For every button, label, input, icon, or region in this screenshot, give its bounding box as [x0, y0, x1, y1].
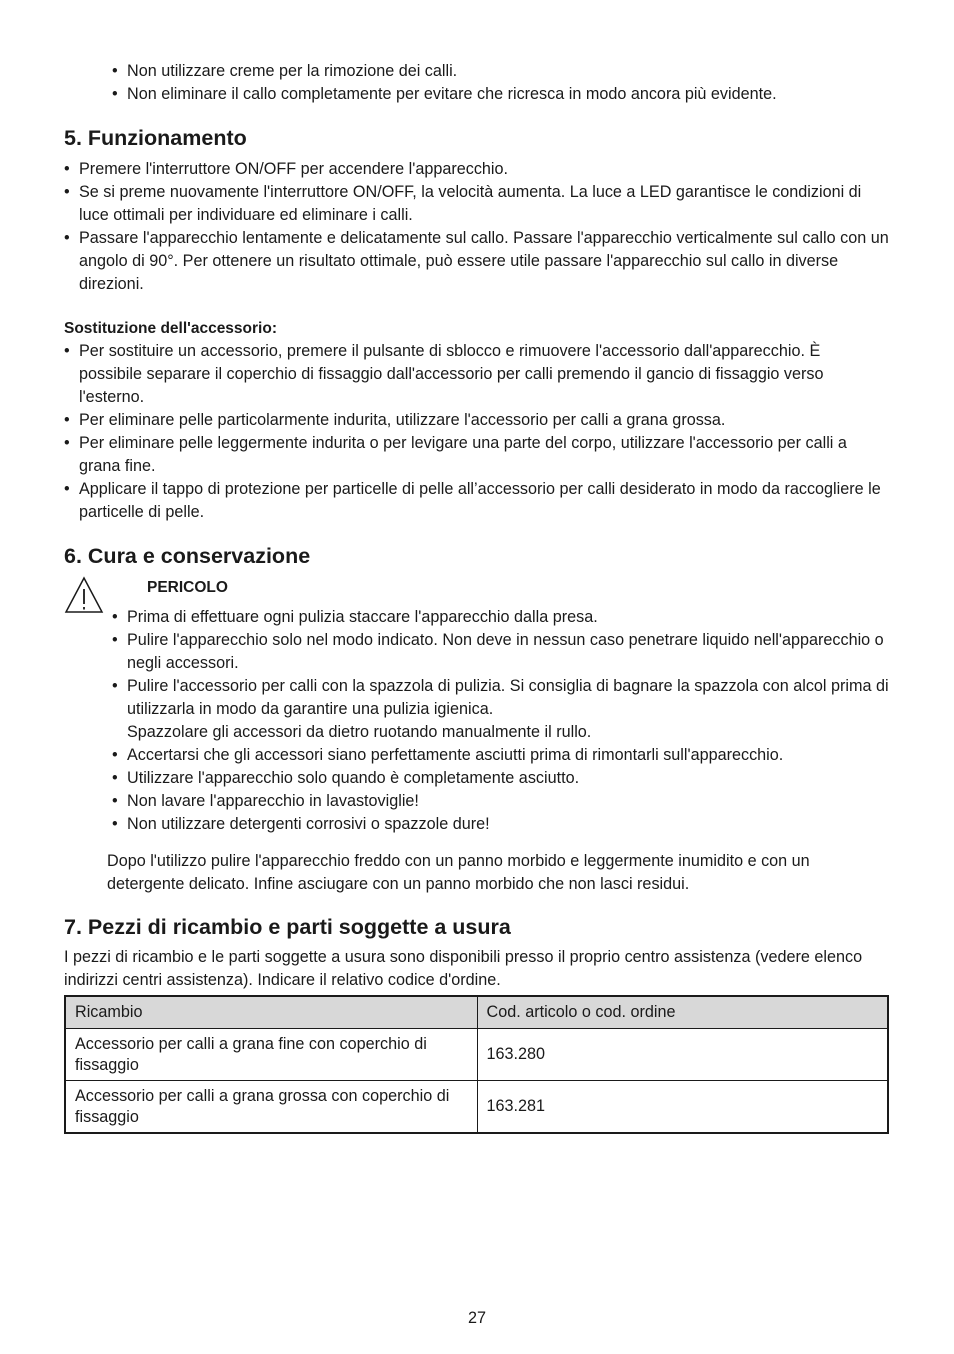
list-item: • Utilizzare l'apparecchio solo quando è completamente asciutto.: [112, 767, 892, 790]
list-item: • Per eliminare pelle particolarmente indurita, utilizzare l'accessorio per calli a grana grossa.: [64, 409, 884, 432]
list-item: • Se si preme nuovamente l'interruttore ON/OFF, la velocità aumenta. La luce a LED garantisce le condizioni di luce ottimali per individuare ed eliminare i calli.: [64, 181, 894, 227]
accessory-subtitle: Sostituzione dell'accessorio:: [64, 320, 277, 337]
intro-list: [112, 60, 902, 106]
section-7-title: 7. Pezzi di ricambio e parti soggette a usura: [64, 915, 511, 939]
section-6-after-text: Dopo l'utilizzo pulire l'apparecchio freddo con un panno morbido e leggermente inumidito e con un detergente delicato. Infine asciugare con un panno morbido che non lasci residui.: [107, 852, 810, 893]
list-item: • Accertarsi che gli accessori siano perfettamente asciutti prima di rimontarli sull'apparecchio.: [112, 744, 892, 767]
section-6-list: [112, 606, 892, 836]
list-item: • Non eliminare il callo completamente per evitare che ricresca in modo ancora più evidente.: [112, 83, 902, 106]
table-row: [65, 1029, 888, 1081]
table-header-row: [65, 996, 888, 1029]
list-item: • Per sostituire un accessorio, premere il pulsante di sblocco e rimuovere l'accessorio dall'apparecchio. È possibile separare il coperchio di fissaggio dall'accessorio per calli premendo il gancio di fissaggio verso l'esterno.: [64, 340, 884, 409]
list-item: • Non utilizzare creme per la rimozione dei calli.: [112, 60, 902, 83]
section-5-list: [64, 158, 894, 296]
list-item: • Per eliminare pelle leggermente indurita o per levigare una parte del corpo, utilizzare l'accessorio per calli a grana fine.: [64, 432, 884, 478]
accessory-list: [64, 340, 884, 524]
list-item: • Non lavare l'apparecchio in lavastoviglie!: [112, 790, 892, 813]
table-cell: Accessorio per calli a grana grossa con coperchio di fissaggio: [65, 1081, 477, 1134]
warning-label: PERICOLO: [147, 579, 228, 596]
list-item: • Prima di effettuare ogni pulizia staccare l'apparecchio dalla presa.: [112, 606, 892, 629]
list-item-extra: Spazzolare gli accessori da dietro ruotando manualmente il rullo.: [127, 723, 592, 741]
list-item: • Pulire l'accessorio per calli con la spazzola di pulizia. Si consiglia di bagnare la spazzola con alcol prima di utilizzarla in modo da garantire una pulizia igienica. Spazzolare gli accessori da dietro ruotando manualmente il rullo.: [112, 675, 892, 744]
list-item: • Non utilizzare detergenti corrosivi o spazzole dure!: [112, 813, 892, 836]
list-item: • Premere l'interruttore ON/OFF per accendere l'apparecchio.: [64, 158, 894, 181]
section-5-title: 5. Funzionamento: [64, 126, 247, 150]
list-item: • Applicare il tappo di protezione per particelle di pelle all’accessorio per calli desiderato in modo da raccogliere le particelle di pelle.: [64, 478, 884, 524]
column-header: Cod. articolo o cod. ordine: [477, 996, 888, 1029]
parts-table: [64, 995, 889, 1134]
list-item: • Passare l'apparecchio lentamente e delicatamente sul callo. Passare l'apparecchio verticalmente sul callo con un angolo di 90°. Per ottenere un risultato ottimale, può essere utile passare l'apparecchio sul callo in diverse direzioni.: [64, 227, 894, 296]
column-header: Ricambio: [65, 996, 477, 1029]
table-cell: Accessorio per calli a grana fine con coperchio di fissaggio: [65, 1029, 477, 1081]
list-item: • Pulire l'apparecchio solo nel modo indicato. Non deve in nessun caso penetrare liquido nell'apparecchio o negli accessori.: [112, 629, 892, 675]
table-cell: 163.281: [477, 1081, 888, 1134]
section-6-title: 6. Cura e conservazione: [64, 544, 311, 568]
warning-icon: [64, 576, 104, 614]
table-cell: 163.280: [477, 1029, 888, 1081]
page-number: 27: [467, 1309, 486, 1327]
table-row: [65, 1081, 888, 1134]
section-7-intro: I pezzi di ricambio e le parti soggette a usura sono disponibili presso il proprio centro assistenza (vedere elenco indirizzi centri assistenza). Indicare il relativo codice d'ordine.: [64, 948, 863, 989]
